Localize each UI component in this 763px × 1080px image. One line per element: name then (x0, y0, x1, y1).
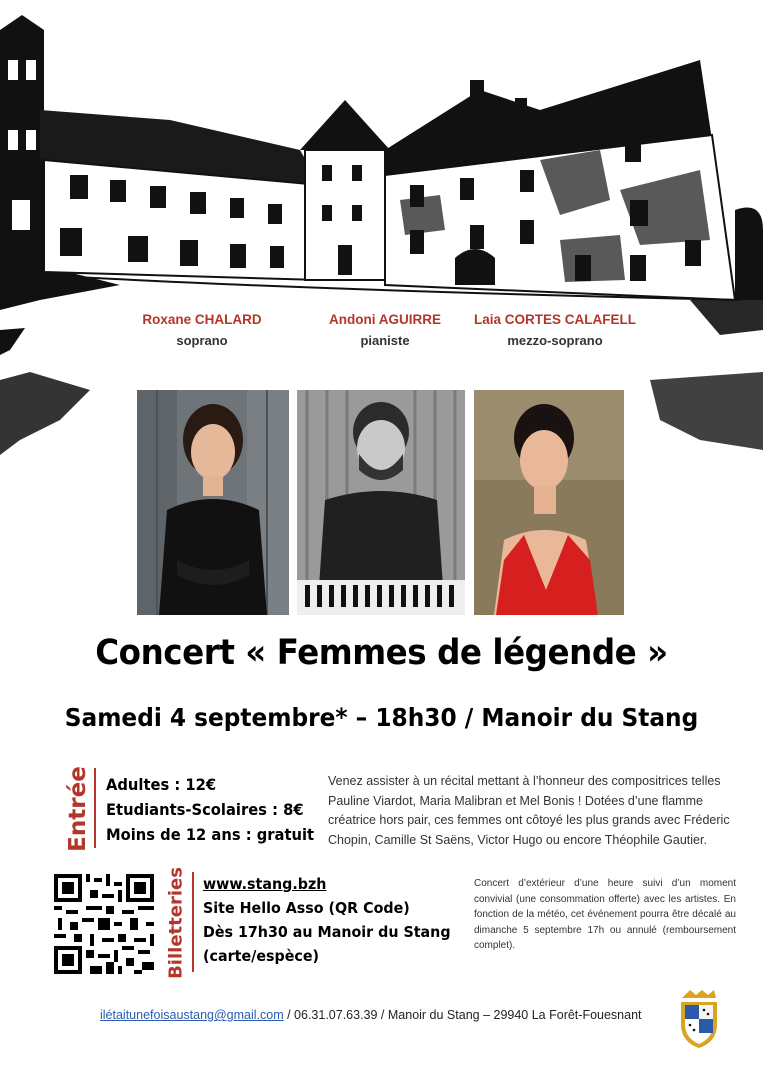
artist-role: mezzo-soprano (507, 333, 603, 348)
event-description: Venez assister à un récital mettant à l’honneur des compositrices telles Pauline Viardot, Maria Malibran et Mel Bonis ! Dotées d’une flamme créatrice hors pair, ces femmes ont côtoyé les plus grands avec Fréderic Chopin, Camille St Saëns, Victor Hugo ou encore Théophile Gautier. (328, 774, 730, 847)
artist-role: pianiste (360, 333, 410, 348)
price-list (106, 772, 332, 847)
website-link[interactable]: www.stang.bzh (203, 875, 327, 893)
artist-names (0, 312, 763, 352)
on-site-line: Dès 17h30 au Manoir du Stang (203, 923, 451, 941)
photo-roxane (137, 390, 289, 615)
artist-laia (470, 312, 640, 348)
artist-name: Laia CORTES CALAFELL (473, 312, 636, 327)
event-note: Concert d’extérieur d’une heure suivi d’un moment convivial (une consommation offerte) avec les artistes. En fonction de la météo, cet événement pourra être décalé au dimanche 5 septembre 17h ou annulé (remboursement complet). (474, 878, 736, 951)
entree-divider (94, 768, 96, 848)
footer-contact (100, 1008, 642, 1022)
email-link[interactable]: ilétaitunefoisaustang@gmail.com (100, 1008, 284, 1022)
event-subtitle: Samedi 4 septembre* – 18h30 / Manoir du Stang (64, 703, 699, 732)
artist-roxane (117, 312, 287, 348)
entree-label (58, 764, 98, 854)
artist-andoni (300, 312, 470, 348)
price-children: Moins de 12 ans : gratuit (106, 825, 315, 844)
price-students: Etudiants-Scolaires : 8€ (106, 800, 304, 819)
photo-laia (474, 390, 624, 615)
event-title: Concert « Femmes de légende » (95, 633, 668, 673)
artist-name: Roxane CHALARD (142, 312, 262, 327)
photo-andoni (297, 390, 465, 615)
qr-code-icon[interactable] (54, 874, 154, 974)
payment-line: (carte/espèce) (203, 947, 320, 965)
entree-label-text: Entrée (65, 766, 91, 852)
artist-name: Andoni AGUIRRE (329, 312, 441, 327)
artist-role: soprano (176, 333, 228, 348)
crest-icon (676, 990, 722, 1050)
billetteries-label (160, 867, 192, 979)
price-adults: Adultes : 12€ (106, 775, 217, 794)
footer-details: / 06.31.07.63.39 / Manoir du Stang – 29940 La Forêt-Fouesnant (283, 1008, 642, 1022)
ticket-info (203, 872, 472, 968)
billetteries-label-text: Billetteries (165, 867, 187, 979)
billetteries-divider (192, 872, 194, 972)
hello-asso-line: Site Hello Asso (QR Code) (203, 899, 410, 917)
